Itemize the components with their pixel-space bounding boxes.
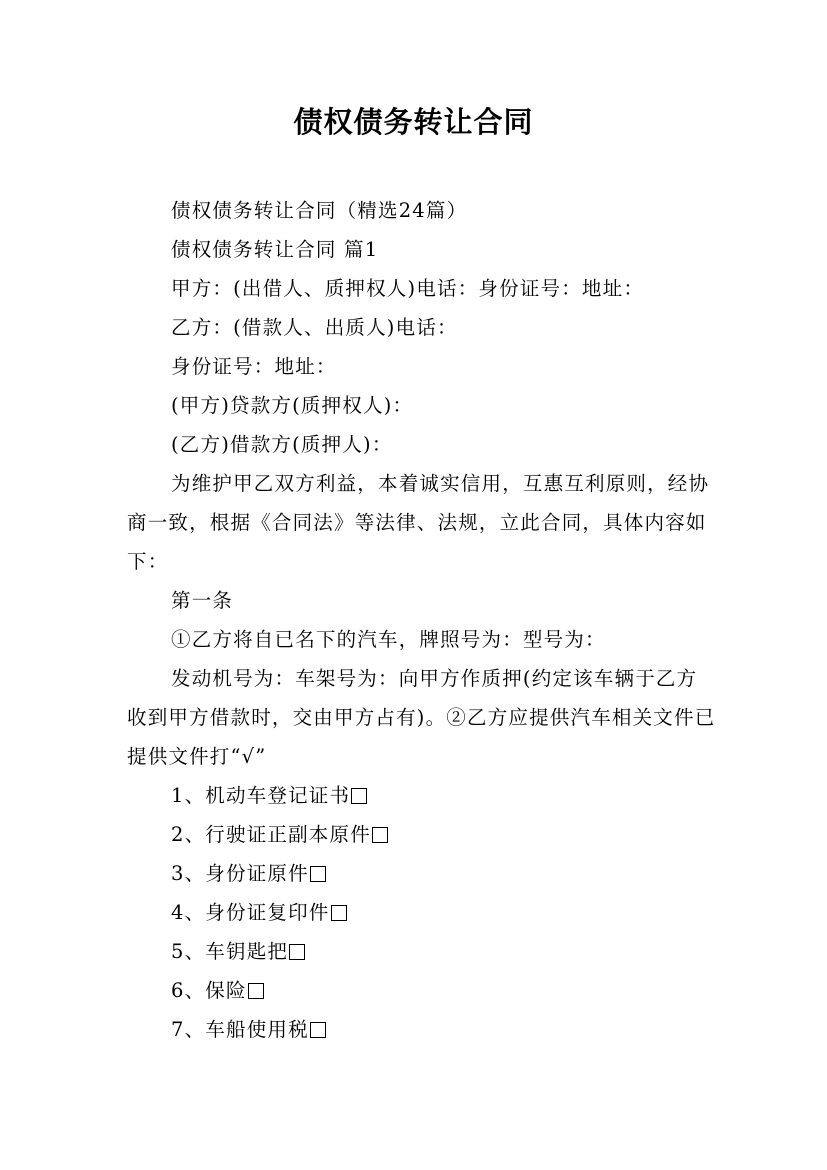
party-a-line: 甲方：(出借人、质押权人)电话：身份证号：地址： (171, 277, 645, 300)
checkbox-icon (351, 788, 367, 804)
checklist-item-label: 3、身份证原件 (171, 862, 309, 885)
clause-two-paragraph: 发动机号为：车架号为：向甲方作质押(约定该车辆于乙方收到甲方借款时，交由甲方占有)。②乙方应提供汽车相关文件已提供文件打“√” (127, 667, 716, 768)
party-b-id-line: 身份证号：地址： (171, 355, 337, 378)
checklist-item (127, 815, 717, 854)
checkbox-icon (372, 827, 388, 843)
checklist-item-label: 4、身份证复印件 (171, 901, 330, 924)
checklist-item (127, 893, 717, 932)
checklist-item-label: 5、车钥匙把 (171, 940, 289, 963)
checkbox-icon (248, 983, 264, 999)
party-b-line: 乙方：(借款人、出质人)电话： (171, 316, 458, 339)
checklist-item (127, 971, 717, 1010)
checkbox-icon (289, 944, 305, 960)
article-heading: 第一条 (171, 589, 234, 612)
lender-line: (甲方)贷款方(质押权人)： (171, 394, 414, 417)
checkbox-icon (310, 866, 326, 882)
document-title: 债权债务转让合同 (293, 105, 534, 139)
checkbox-icon (310, 1022, 326, 1038)
checklist-item-label: 7、车船使用税 (171, 1018, 309, 1041)
checklist-item (127, 854, 717, 893)
checklist-item-label: 1、机动车登记证书 (171, 784, 351, 807)
document-subtitle: 债权债务转让合同（精选24篇） (171, 199, 468, 222)
checklist-item (127, 932, 717, 971)
checkbox-icon (331, 905, 347, 921)
checklist-item-label: 2、行驶证正副本原件 (171, 823, 371, 846)
part-heading: 债权债务转让合同 篇1 (171, 238, 379, 261)
checklist-item (127, 776, 717, 815)
preamble-paragraph: 为维护甲乙双方利益，本着诚实信用，互惠互利原则，经协商一致，根据《合同法》等法律、法规，立此合同，具体内容如下： (127, 472, 710, 573)
checklist-item (127, 1010, 717, 1049)
document-body (127, 191, 717, 1049)
borrower-line: (乙方)借款方(质押人)： (171, 433, 393, 456)
checklist-item-label: 6、保险 (171, 979, 247, 1002)
clause-one: ①乙方将自已名下的汽车，牌照号为：型号为： (171, 628, 606, 651)
